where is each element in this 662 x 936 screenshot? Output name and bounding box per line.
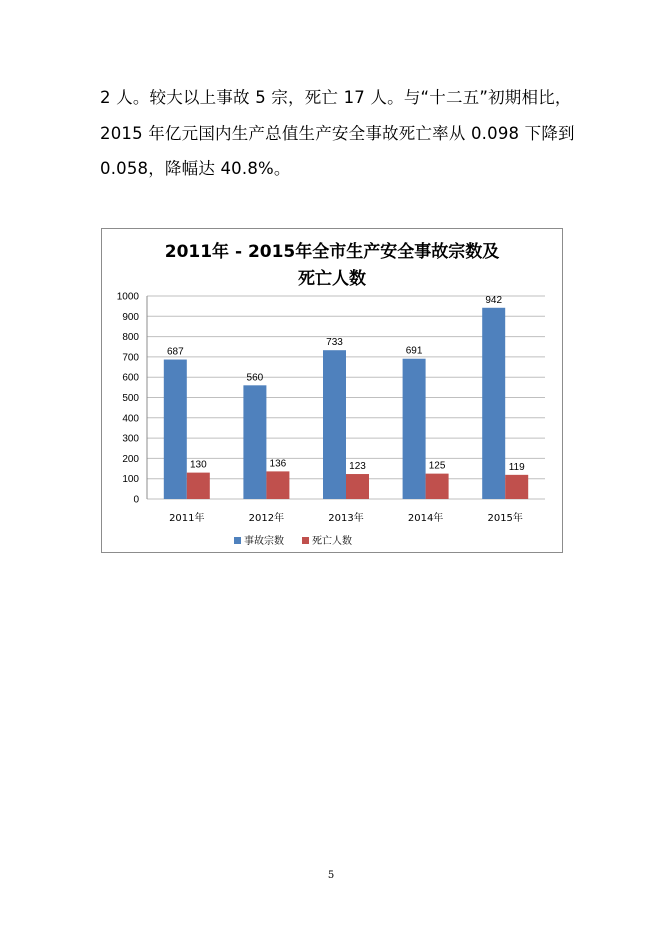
bar-accidents [323, 350, 346, 499]
chart-container [101, 228, 563, 553]
y-tick-label: 1000 [116, 291, 139, 303]
data-label: 687 [166, 346, 184, 358]
bar-deaths [505, 475, 528, 499]
bar-deaths [346, 474, 369, 499]
legend-label: 死亡人数 [312, 536, 352, 547]
y-tick-label: 600 [122, 372, 139, 384]
data-label: 125 [428, 460, 446, 472]
bar-accidents [164, 360, 187, 499]
chart-title-line-1: 2011年 - 2015年全市生产安全事故宗数及 [164, 242, 500, 262]
bar-deaths [266, 471, 289, 499]
x-tick-label: 2015年 [487, 513, 523, 524]
y-tick-label: 800 [122, 332, 139, 344]
x-tick-label: 2013年 [328, 513, 364, 524]
data-label: 130 [189, 459, 207, 471]
y-tick-label: 0 [133, 494, 139, 506]
y-tick-label: 300 [122, 433, 139, 445]
data-label: 123 [349, 461, 366, 473]
data-label: 560 [246, 372, 264, 384]
bar-deaths [187, 473, 210, 499]
bar-accidents [243, 385, 266, 499]
bar-accidents [482, 308, 505, 499]
y-tick-label: 400 [122, 413, 139, 425]
legend-swatch [234, 537, 241, 544]
paragraph-line-3: 0.058，降幅达 40.8%。 [100, 159, 291, 178]
x-tick-label: 2011年 [169, 513, 205, 524]
data-label: 119 [508, 461, 525, 473]
bar-accidents [403, 359, 426, 499]
bar-deaths [426, 474, 449, 499]
paragraph-line-2: 2015 年亿元国内生产总值生产安全事故死亡率从 0.098 下降到 [100, 124, 575, 143]
legend-swatch [302, 537, 309, 544]
x-tick-label: 2012年 [248, 513, 285, 524]
chart-title-line-2: 死亡人数 [298, 269, 366, 289]
paragraph-line-1: 2 人。较大以上事故 5 宗，死亡 17 人。与“十二五”初期相比， [100, 88, 572, 107]
data-label: 691 [405, 345, 423, 357]
data-label: 136 [269, 458, 287, 470]
bar-chart [102, 229, 562, 552]
data-label: 733 [326, 337, 343, 349]
page-number: 5 [327, 870, 335, 881]
x-tick-label: 2014年 [407, 513, 444, 524]
legend-label: 事故宗数 [244, 536, 284, 547]
y-tick-label: 200 [122, 453, 139, 465]
data-label: 942 [485, 294, 503, 306]
y-tick-label: 100 [122, 474, 139, 486]
y-tick-label: 700 [122, 352, 139, 364]
y-tick-label: 500 [122, 393, 139, 404]
y-tick-label: 900 [122, 311, 139, 323]
